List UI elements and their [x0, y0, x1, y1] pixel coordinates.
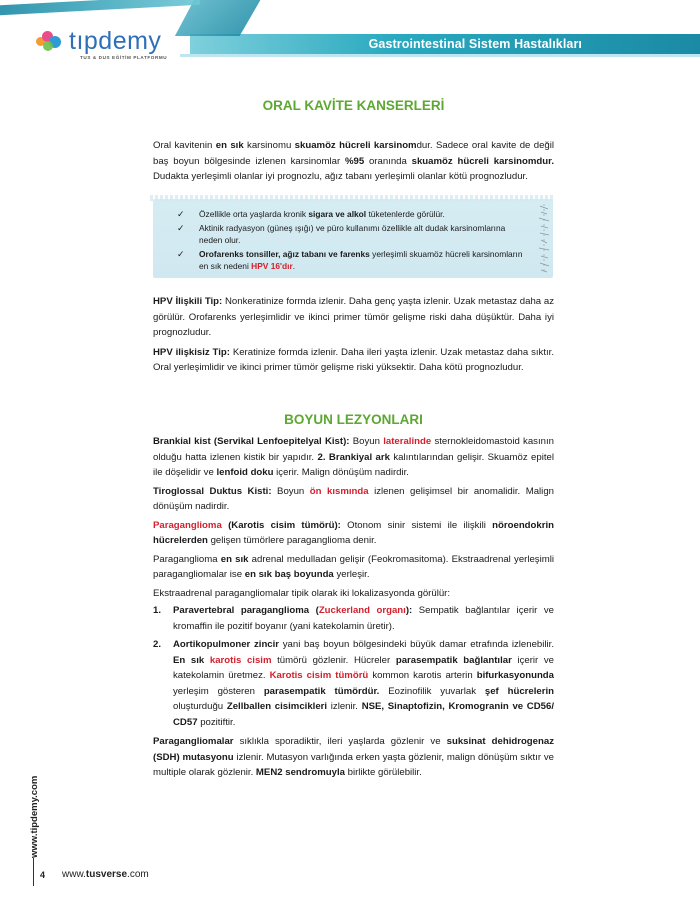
footer-url[interactable]: [62, 869, 149, 880]
note-text: Özellikle orta yaşlarda kronik sigara ve alkol tüketenlerde görülür.: [199, 209, 445, 219]
side-divider: [33, 858, 34, 886]
chapter-title: Gastrointestinal Sistem Hastalıkları: [368, 37, 582, 51]
side-url-container: [29, 776, 41, 858]
paraganglioma-paragraph: Paraganglioma (Karotis cisim tümörü): Otonom sinir sistemi ile ilişkili nöroendokrin hücrelerden gelişen tümörlere paraganglioma denir.: [153, 519, 554, 546]
brand-logo[interactable]: [36, 28, 161, 54]
intro-paragraph: Oral kavitenin en sık karsinomu skuamöz hücreli karsinomdur. Sadece oral kavite de değil baş boyun bölgesinde izlenen karsinomlar %95 oranında skuamöz hücreli karsinomdur. Dudakta yerleşimli olanlar iyi prognozlu, ağız tabanı yerleşimli olanlar kötü prognozludur.: [153, 140, 555, 182]
page-number: 4: [40, 870, 46, 880]
url-prefix: www.: [62, 869, 86, 880]
note-item: [177, 248, 525, 272]
localization-list: [153, 603, 554, 730]
logo-wordmark: tıpdemy: [69, 26, 162, 55]
note-list: [177, 208, 525, 274]
hpv-unrelated-paragraph: HPV ilişkisiz Tip: Keratinize formda izlenir. Daha ileri yaşta izlenir. Uzak metastaz daha sıktır. Oral yerleşimlidir ve ikinci primer tümör gelişme riski yüksektir. Daha kötü prognozludur.: [153, 346, 554, 373]
logo-dots-icon: [36, 28, 68, 54]
header-underline: [180, 54, 700, 57]
note-item: [177, 208, 525, 220]
list-text: Aortikopulmoner zincir yani baş boyun bölgesindeki büyük damar etrafında izlenebilir. En sık karotis cisim tümörü gözlenir. Hücreler parasempatik bağlantılar içerir ve katekolamin üretmez. Karotis cisim tümörü kommon karotis arterin bifurkasyonunda yerleşim gösteren parasempatik tümördür. Eozinofilik yuvarlak şef hücrelerin oluşturduğu Zellballen cisimcikleri izlenir. NSE, Sinaptofizin, Kromogranin ve CD56/ CD57 pozitiftir.: [173, 639, 555, 728]
hpv-related-paragraph: HPV İlişkili Tip: Nonkeratinize formda izlenir. Daha genç yaşta izlenir. Uzak metastaz daha az görülür. Orofarenks yerleşimlidir ve ikinci primer tümör gelişme riski daha düşüktür. Daha iyi prognozludur.: [153, 296, 554, 338]
heading-oral-kavite: ORAL KAVİTE KANSERLERİ: [262, 98, 445, 113]
list-item: [153, 603, 554, 634]
tiroglossal-paragraph: Tiroglossal Duktus Kisti: Boyun ön kısmında izlenen gelişimsel bir anomalidir. Malign dönüşüm nadirdir.: [153, 485, 554, 512]
url-suffix: .com: [127, 869, 149, 880]
checkmark-icon: ✓: [177, 223, 185, 233]
side-url[interactable]: www.tipdemy.com: [29, 775, 40, 858]
list-number: 1.: [153, 605, 162, 616]
ekstraadrenal-paragraph: Ekstraadrenal paragangliomalar tipik olarak iki lokalizasyonda görülür:: [153, 587, 451, 599]
note-text: Orofarenks tonsiller, ağız tabanı ve farenks yerleşimli skuamöz hücreli karsinomların en sık nedeni HPV 16'dır.: [199, 249, 523, 271]
list-text: Paravertebral paraganglioma (Zuckerland organı): Sempatik bağlantılar içerir ve kromaffin ile pozitif boyanır (yani katekolamin üretir).: [173, 605, 554, 632]
logo-tagline: TUS & DUS EĞİTİM PLATFORMU: [80, 55, 168, 60]
url-domain: tusverse: [85, 869, 128, 880]
paraganglioma-location-paragraph: Paraganglioma en sık adrenal medulladan gelişir (Feokromasitoma). Ekstraadrenal yerleşimli paragangliomalar ise en sık baş boyunda yerleşir.: [153, 553, 554, 580]
checkmark-icon: ✓: [177, 209, 185, 219]
list-item: [153, 637, 554, 730]
heading-boyun-lezyonlari: BOYUN LEZYONLARI: [284, 412, 423, 427]
brankial-kist-paragraph: Brankial kist (Servikal Lenfoepitelyal Kist): Boyun lateralinde sternokleidomastoid kasının olduğu hatta izlenen kistik bir yapıdır. 2. Brankiyal ark kalıntılarından gelişir. Skuamöz epitel ile döşelidir ve lenfoid doku içerir. Malign dönüşüm nadirdir.: [153, 436, 554, 478]
sdh-paragraph: Paragangliomalar sıklıkla sporadiktir, ileri yaşlarda gözlenir ve suksinat dehidrogenaz (SDH) mutasyonu izlenir. Mutasyon varlığında erken yaşta gözlenir, malign dönüşüm sıktır ve multiple olarak gözlenir. MEN2 sendromuyla birlikte görülebilir.: [153, 736, 554, 778]
note-text: Aktinik radyasyon (güneş ışığı) ve püro kullanımı özellikle alt dudak karsinomlarına neden olur.: [199, 223, 506, 245]
note-box: [153, 199, 553, 278]
scribble-decoration-icon: [537, 204, 551, 274]
list-number: 2.: [153, 639, 162, 650]
checkmark-icon: ✓: [177, 249, 185, 259]
note-item: [177, 222, 525, 246]
